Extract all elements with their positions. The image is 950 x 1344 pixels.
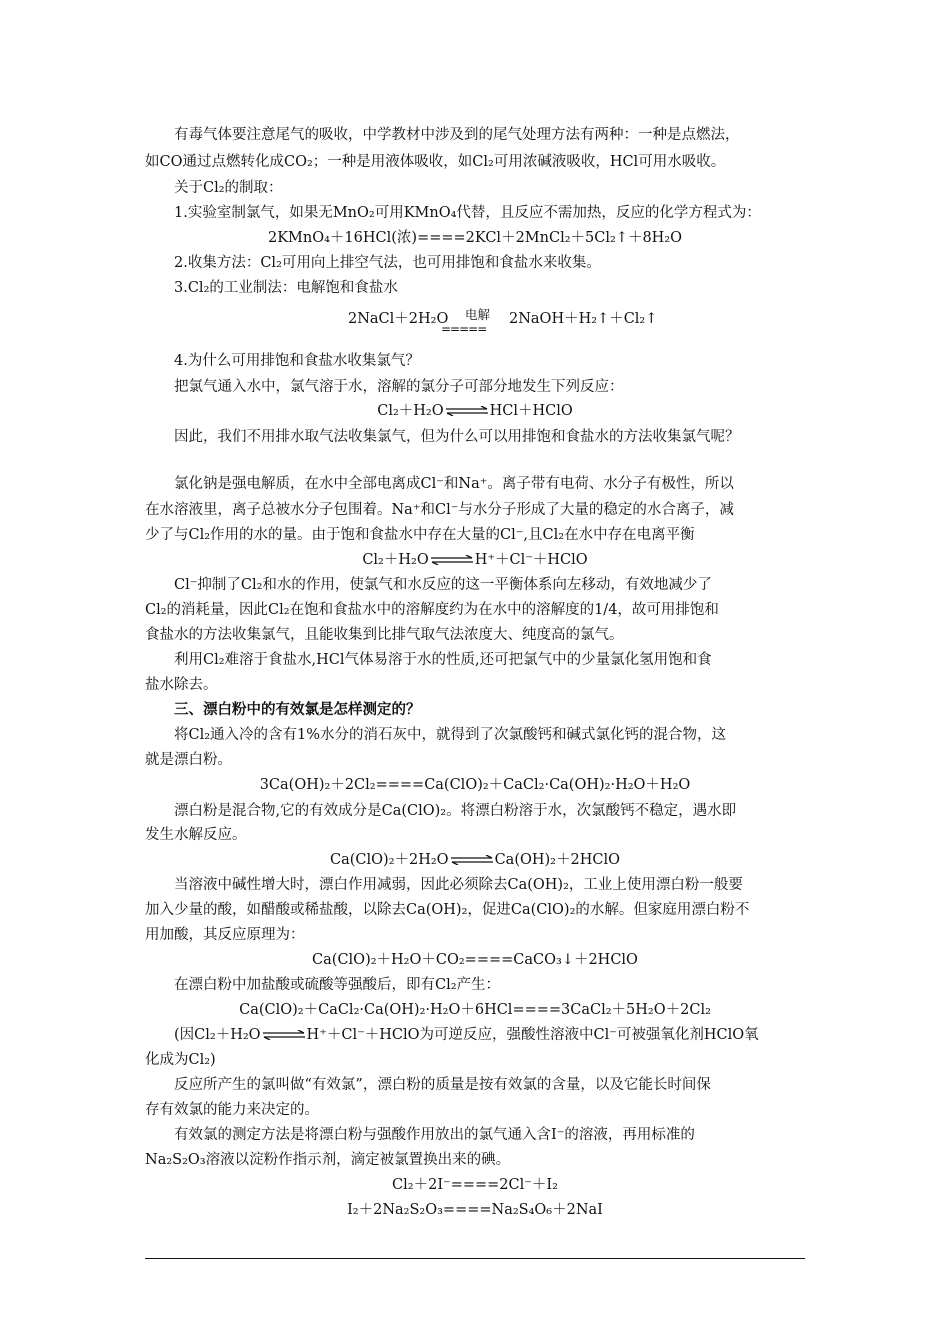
paragraph-line: 食盐水的方法收集氯气，且能收集到比排气取气法浓度大、纯度高的氯气。 <box>145 627 624 643</box>
equation-line: 3Ca(OH)₂＋2Cl₂====Ca(ClO)₂＋CaCl₂·Ca(OH)₂·H₂O＋H₂O <box>259 777 691 793</box>
equation-products: Ca(OH)₂＋2HClO <box>494 852 620 868</box>
paragraph-line: 如CO通过点燃转化成CO₂；一种是用液体吸收，如Cl₂可用浓碱液吸收，HCl可用水吸收。 <box>145 154 726 170</box>
equation-reactants: Cl₂＋H₂O <box>362 552 429 568</box>
equation-reactants: Ca(ClO)₂＋2H₂O <box>330 852 449 868</box>
paragraph-line: 2.收集方法：Cl₂可用向上排空气法，也可用排饱和食盐水来收集。 <box>174 255 601 271</box>
paragraph-line: 就是漂白粉。 <box>145 752 232 768</box>
paragraph-line: 盐水除去。 <box>145 677 218 693</box>
equation-products: 2NaOH＋H₂↑＋Cl₂↑ <box>509 311 658 327</box>
equilibrium-arrow-icon <box>430 555 474 565</box>
paragraph-line: 发生水解反应。 <box>145 827 247 843</box>
paragraph-line: 当溶液中碱性增大时，漂白作用减弱，因此必须除去Ca(OH)₂，工业上使用漂白粉一般要 <box>174 877 743 893</box>
paragraph-line: 存有效氯的能力来决定的。 <box>145 1102 319 1118</box>
paragraph-line: 3.Cl₂的工业制法：电解饱和食盐水 <box>174 280 398 296</box>
paragraph-line: 把氯气通入水中，氯气溶于水，溶解的氯分子可部分地发生下列反应： <box>174 379 624 395</box>
equilibrium-arrow-icon <box>262 1030 306 1040</box>
reaction-condition: 电解 <box>465 307 491 322</box>
paragraph-line: 化成为Cl₂) <box>145 1052 216 1068</box>
paragraph-line: Cl₂的消耗量，因此Cl₂在饱和食盐水中的溶解度约为在水中的溶解度的1/4，故可用排饱和 <box>145 602 719 618</box>
equation-products: HCl＋HClO <box>489 403 573 419</box>
paragraph-line <box>174 1024 805 1046</box>
paragraph-line: 关于Cl₂的制取： <box>174 180 283 196</box>
equilibrium-arrow-icon <box>450 855 494 865</box>
equation-reactants: Cl₂＋H₂O <box>377 403 444 419</box>
paragraph-text: H⁺＋Cl⁻＋HClO为可逆反应，强酸性溶液中Cl⁻可被强氧化剂HClO氧 <box>306 1027 759 1043</box>
paragraph-line: 在漂白粉中加盐酸或硫酸等强酸后，即有Cl₂产生： <box>174 977 501 993</box>
equation-reactants: (因Cl₂＋H₂O <box>174 1027 261 1043</box>
equation-line: Cl₂＋2I⁻====2Cl⁻＋I₂ <box>392 1177 558 1193</box>
equation-line: Ca(ClO)₂＋CaCl₂·Ca(OH)₂·H₂O＋6HCl====3CaCl₂＋5H₂O＋2Cl₂ <box>239 1002 711 1018</box>
paragraph-line: 氯化钠是强电解质，在水中全部电离成Cl⁻和Na⁺。离子带有电荷、水分子有极性，所以 <box>174 476 734 492</box>
paragraph-line: Na₂S₂O₃溶液以淀粉作指示剂，滴定被氯置换出来的碘。 <box>145 1152 511 1168</box>
paragraph-line: 漂白粉是混合物,它的有效成分是Ca(ClO)₂。将漂白粉溶于水，次氯酸钙不稳定，遇水即 <box>174 803 737 819</box>
section-heading: 三、漂白粉中的有效氯是怎样测定的？ <box>174 701 421 718</box>
paragraph-line: 将Cl₂通入冷的含有1%水分的消石灰中，就得到了次氯酸钙和碱式氯化钙的混合物，这 <box>174 727 727 743</box>
equation-line <box>145 549 805 571</box>
equation-line <box>145 400 805 422</box>
paragraph-line: Cl⁻抑制了Cl₂和水的作用，使氯气和水反应的这一平衡体系向左移动，有效地减少了 <box>174 577 712 593</box>
paragraph-line: 有毒气体要注意尾气的吸收，中学教材中涉及到的尾气处理方法有两种：一种是点燃法， <box>174 127 740 143</box>
equation-line: 2KMnO₄＋16HCl(浓)====2KCl＋2MnCl₂＋5Cl₂↑＋8H₂O <box>267 230 683 246</box>
electrolysis-equation <box>0 305 950 341</box>
paragraph-line: 因此，我们不用排水取气法收集氯气，但为什么可以用排饱和食盐水的方法收集氯气呢？ <box>174 429 740 445</box>
paragraph-line: 用加酸，其反应原理为： <box>145 927 305 943</box>
paragraph-line: 少了与Cl₂作用的水的量。由于饱和食盐水中存在大量的Cl⁻,且Cl₂在水中存在电离平衡 <box>145 527 695 543</box>
paragraph-line: 有效氯的测定方法是将漂白粉与强酸作用放出的氯气通入含I⁻的溶液，再用标准的 <box>174 1127 695 1143</box>
paragraph-line: 反应所产生的氯叫做“有效氯”，漂白粉的质量是按有效氯的含量，以及它能长时间保 <box>174 1077 711 1093</box>
paragraph-line: 1.实验室制氯气，如果无MnO₂可用KMnO₄代替，且反应不需加热，反应的化学方程式为： <box>174 205 761 221</box>
footer-rule <box>145 1258 805 1259</box>
equation-line: I₂＋2Na₂S₂O₃====Na₂S₄O₆＋2NaI <box>347 1202 603 1218</box>
equation-line <box>145 849 805 871</box>
paragraph-line: 4.为什么可用排饱和食盐水收集氯气？ <box>174 353 420 369</box>
equation-reactants: 2NaCl＋2H₂O <box>348 311 449 327</box>
paragraph-line: 在水溶液里，离子总被水分子包围着。Na⁺和Cl⁻与水分子形成了大量的稳定的水合离子，减 <box>145 502 734 518</box>
paragraph-line: 利用Cl₂难溶于食盐水,HCl气体易溶于水的性质,还可把氯气中的少量氯化氢用饱和食 <box>174 652 712 668</box>
equation-bar: ===== <box>441 322 487 336</box>
equation-products: H⁺＋Cl⁻＋HClO <box>474 552 588 568</box>
equilibrium-arrow-icon <box>445 406 489 416</box>
paragraph-line: 加入少量的酸，如醋酸或稀盐酸，以除去Ca(OH)₂，促进Ca(ClO)₂的水解。但家庭用漂白粉不 <box>145 902 750 918</box>
equation-line: Ca(ClO)₂＋H₂O＋CO₂====CaCO₃↓＋2HClO <box>312 952 638 968</box>
